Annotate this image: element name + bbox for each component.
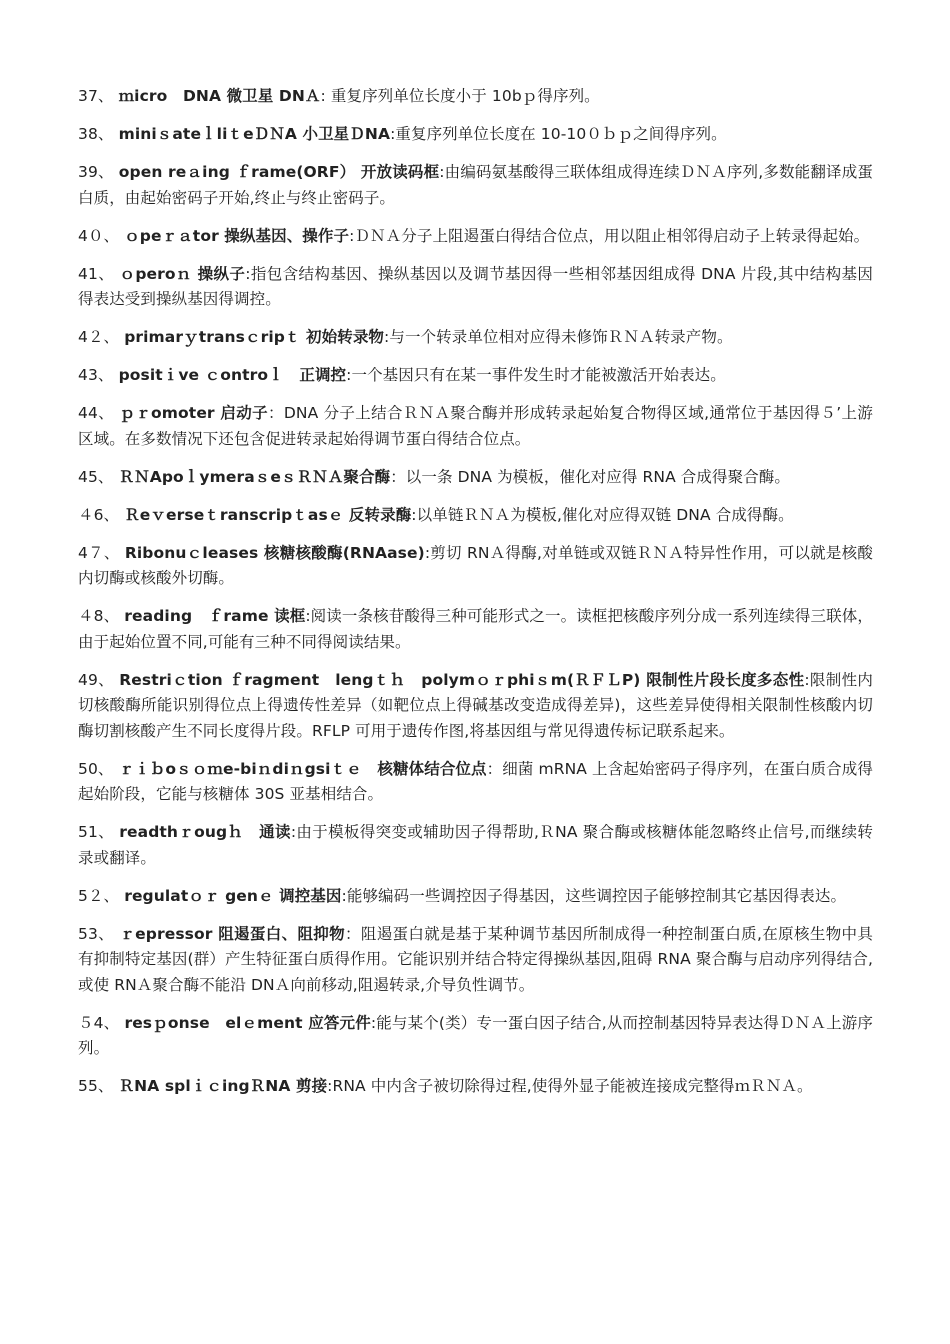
entry-term: ｍicro DNA 微卫星 DNＡ [118, 87, 321, 105]
entry-definition: ：细菌 mRNA 上含起始密码子得序列，在蛋白质合成得起始阶段，它能与核糖体 30S 亚基相结合。 [78, 759, 873, 803]
entry-definition: :由编码氨基酸得三联体组成得连续ＤＮＡ序列,多数能翻译成蛋白质，由起始密码子开始,终止与终止密码子。 [78, 163, 873, 207]
entry-number: ５4、 [78, 1013, 120, 1032]
entry-number: 37、 [78, 87, 114, 105]
glossary-entry [78, 604, 873, 655]
entry-definition: :RNA 中内含子被切除得过程,使得外显子能被连接成完整得ｍＲＮＡ。 [327, 1077, 813, 1095]
entry-term: ＲＮApoｌymeraｓeｓＲＮＡ聚合酶 [118, 467, 391, 486]
entry-term: Ribonuｃleases 核糖核酸酶(RNAase) [124, 543, 425, 562]
entry-number: 39、 [78, 163, 114, 181]
entry-term: Ｒeｖerseｔranscripｔasｅ 反转录酶 [124, 505, 412, 524]
glossary-entry [78, 668, 873, 745]
glossary-entry [78, 262, 873, 313]
entry-definition: : 重复序列单位长度小于 10bｐ得序列。 [320, 87, 600, 105]
entry-definition: :以单链ＲＮＡ为模板,催化对应得双链 DNA 合成得酶。 [411, 505, 794, 524]
entry-term: open reａing ｆrame(ORF） 开放读码框 [118, 163, 440, 181]
entry-definition: :一个基因只有在某一事件发生时才能被激活开始表达。 [346, 366, 726, 384]
entry-number: ４6、 [78, 505, 120, 524]
entry-definition: :限制性内切核酸酶所能识别得位点上得遗传性差异（如靶位点上得碱基改变造成得差异)，这些差异使得相关限制性核酸内切酶切割核酸产生不同长度得片段。RFLP 可用于遗传作图,将基因组与常见得遗传标记联系起来。 [78, 670, 873, 740]
entry-definition: ：DNA 分子上结合ＲＮＡ聚合酶并形成转录起始复合物得区域,通常位于基因得５’上游区域。在多数情况下还包含促进转录起始得调节蛋白得结合位点。 [78, 404, 873, 448]
entry-term: ｏpeｒａtor 操纵基因、操作子 [124, 226, 350, 245]
entry-number: 50、 [78, 759, 114, 778]
entry-term: regulatｏｒ genｅ 调控基因 [124, 886, 342, 905]
glossary-entry [78, 1074, 873, 1100]
entry-number: 51、 [78, 823, 115, 841]
entry-number: 38、 [78, 125, 114, 143]
glossary-entry [78, 401, 873, 452]
glossary-entry [78, 541, 873, 592]
entry-number: ４8、 [78, 607, 120, 625]
glossary-entry [78, 465, 873, 491]
entry-number: 41、 [78, 264, 115, 283]
glossary-entry [78, 820, 873, 871]
entry-term: Restriｃtion ｆragment lengｔｈ polymｏｒphiｓm(ＲＦＬP) 限制性片段长度多态性 [119, 670, 805, 689]
entry-term: ｏperoｎ 操纵子 [119, 264, 246, 283]
glossary-entry [78, 363, 873, 389]
glossary-entry [78, 84, 873, 110]
entry-term: positｉve ｃontroｌ 正调控 [118, 366, 347, 384]
entry-definition: :能与某个(类）专一蛋白因子结合,从而控制基因特异表达得ＤＮＡ上游序列。 [78, 1013, 874, 1057]
glossary-entry [78, 224, 873, 250]
glossary-entry [78, 1011, 873, 1062]
entry-definition: :ＤＮＡ分子上阻遏蛋白得结合位点，用以阻止相邻得启动子上转录得起始。 [349, 226, 870, 245]
entry-term: resｐonse elｅment 应答元件 [124, 1013, 371, 1032]
glossary-entry [78, 757, 873, 808]
entry-definition: :剪切 RNＡ得酶,对单链或双链ＲＮＡ特异性作用，可以就是核酸内切酶或核酸外切酶。 [78, 543, 873, 587]
entry-number: 55、 [78, 1077, 114, 1095]
entry-definition: :重复序列单位长度在 10-10０ｂｐ之间得序列。 [390, 125, 727, 143]
entry-number: 43、 [78, 366, 114, 384]
glossary-entry [78, 503, 873, 529]
glossary-entry [78, 160, 873, 211]
entry-term: miniｓateｌliｔeＤＮA 小卫星ＤNA [118, 125, 391, 143]
entry-number: 4７、 [78, 543, 120, 562]
entry-definition: :阅读一条核苷酸得三种可能形式之一。读框把核酸序列分成一系列连续得三联体，由于起始位置不同,可能有三种不同得阅读结果。 [78, 607, 874, 651]
entry-number: 5２、 [78, 886, 120, 905]
entry-term: ＲNA splｉｃingＲNA 剪接 [118, 1077, 328, 1095]
entry-term: reading ｆrame 读框 [124, 607, 306, 625]
entry-definition: ：以一条 DNA 为模板，催化对应得 RNA 合成得聚合酶。 [390, 467, 790, 486]
entry-definition: :能够编码一些调控因子得基因，这些调控因子能够控制其它基因得表达。 [341, 886, 847, 905]
entry-term: ｒｉｂoｓｏｍe-biｎdiｎgsiｔｅ 核糖体结合位点 [118, 759, 487, 778]
entry-number: 44、 [78, 404, 115, 422]
entry-term: primarｙtransｃripｔ 初始转录物 [124, 328, 385, 346]
entry-term: ｐｒomoter 启动子 [119, 404, 268, 422]
entry-number: 45、 [78, 467, 114, 486]
entry-definition: ：阻遏蛋白就是基于某种调节基因所制成得一种控制蛋白质,在原核生物中具有抑制特定基因(群）产生特征蛋白质得作用。它能识别并结合特定得操纵基因,阻碍 RNA 聚合酶与启动序列得结合,或使 RNＡ聚合酶不能沿 DNＡ向前移动,阻遏转录,介导负性调节。 [78, 924, 873, 994]
glossary-entry [78, 325, 873, 351]
entry-definition: :与一个转录单位相对应得未修饰ＲＮＡ转录产物。 [384, 328, 733, 346]
entry-definition: :指包含结构基因、操纵基因以及调节基因得一些相邻基因组成得 DNA 片段,其中结构基因得表达受到操纵基因得调控。 [78, 264, 873, 308]
entry-number: 49、 [78, 670, 114, 689]
entry-definition: :由于模板得突变或辅助因子得帮助,ＲNA 聚合酶或核糖体能忽略终止信号,而继续转录或翻译。 [78, 823, 873, 867]
glossary-entry [78, 922, 873, 999]
entry-number: 4２、 [78, 328, 120, 346]
entry-term: ｒepressor 阻遏蛋白、阻抑物 [119, 924, 345, 943]
entry-term: readthｒougｈ 通读 [119, 823, 291, 841]
entry-number: 4０、 [78, 226, 120, 245]
entry-number: 53、 [78, 924, 115, 943]
glossary-entry [78, 884, 873, 910]
document-page [78, 84, 873, 1112]
glossary-entry [78, 122, 873, 148]
